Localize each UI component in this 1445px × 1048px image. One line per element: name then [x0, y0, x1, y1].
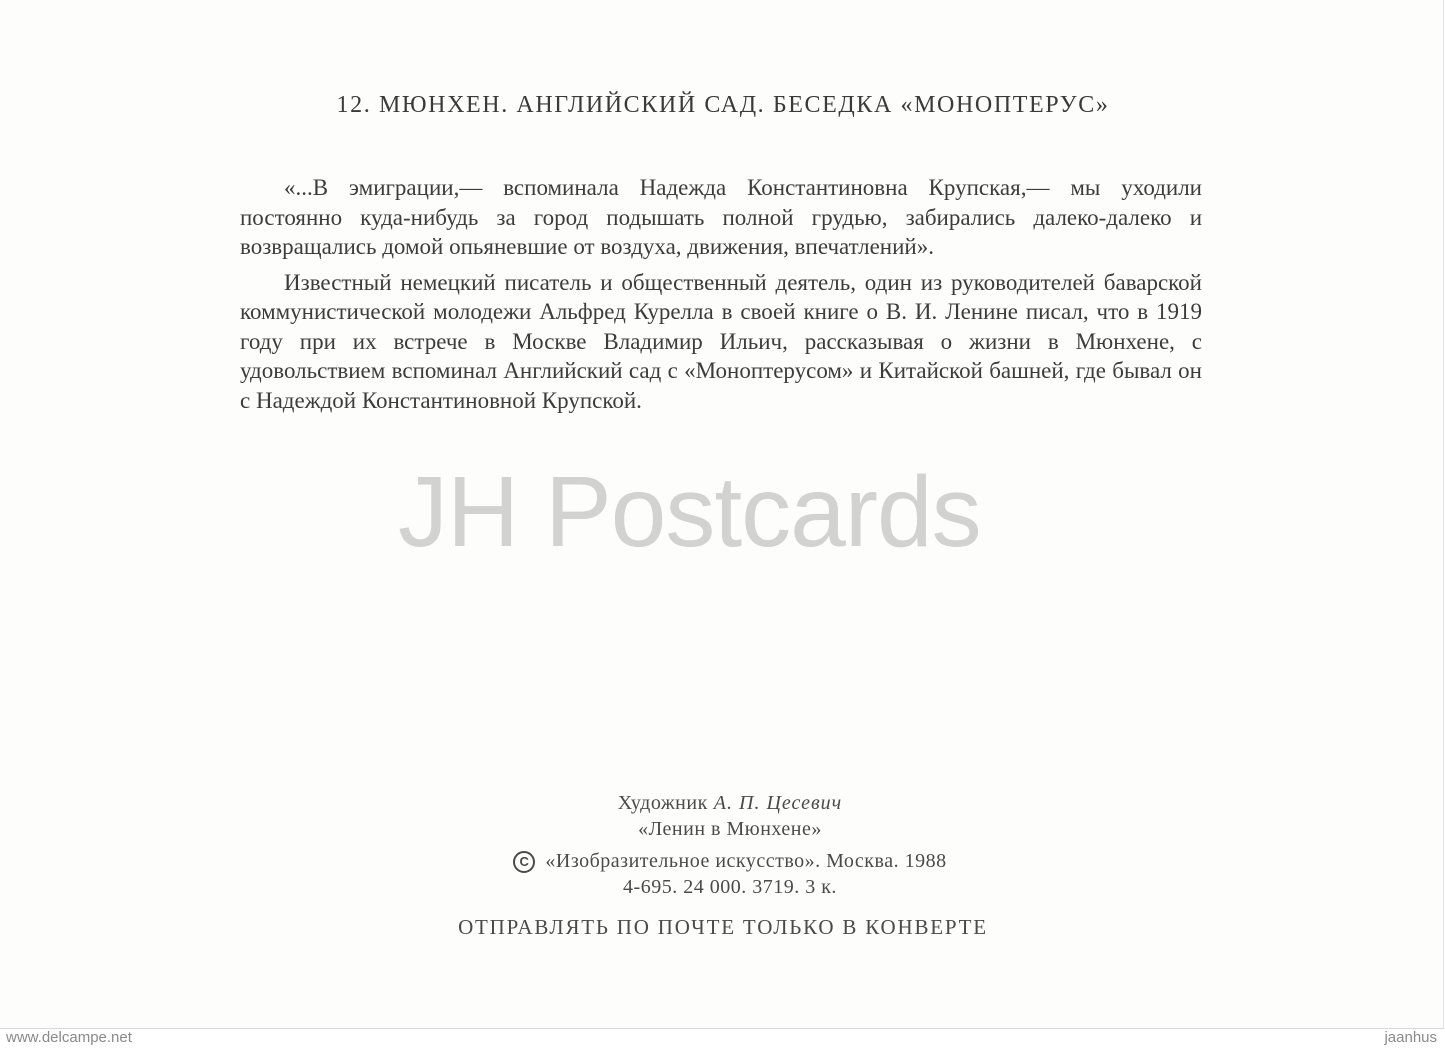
publisher: «Изобразительное искусство». Москва. 1988 — [545, 850, 947, 872]
paragraph-quote: «...В эмиграции,— вспоминала Надежда Константиновна Крупская,— мы уходили постоянно куда-нибудь за город подышать полной грудью, забирались далеко-далеко и возвращались домой опьяневшие от воздуха, движения, впечатлений». — [240, 175, 1202, 259]
footer-site-link[interactable]: www.delcampe.net — [6, 1029, 132, 1046]
watermark: JH Postcards — [398, 456, 981, 568]
postcard-title: 12. МЮНХЕН. АНГЛИЙСКИЙ САД. БЕСЕДКА «МОНОПТЕРУС» — [336, 92, 1110, 118]
publisher-line — [380, 848, 1080, 874]
paragraph-kurella: Известный немецкий писатель и общественный деятель, один из руководителей баварской коммунистической молодежи Альфред Курелла в своей книге о В. И. Ленине писал, что в 1919 году при их встрече в Москве Владимир Ильич, рассказывая о жизни в Мюнхене, с удовольствием вспоминал Английский сад с «Моноптерусом» и Китайской башней, где бывал он с Надеждой Константиновной Крупской. — [240, 269, 1202, 413]
copyright-icon: C — [513, 851, 535, 873]
postal-note: ОТПРАВЛЯТЬ ПО ПОЧТЕ ТОЛЬКО В КОНВЕРТЕ — [458, 915, 988, 939]
description-text — [240, 173, 1202, 421]
footer-seller[interactable]: jaanhus — [1384, 1029, 1437, 1046]
artist-role: Художник — [617, 792, 708, 814]
artist-line — [380, 790, 1080, 816]
print-codes: 4-695. 24 000. 3719. 3 к. — [623, 876, 837, 898]
artist-name: А. П. Цесевич — [713, 792, 843, 814]
imprint — [380, 790, 1080, 900]
series-title: «Ленин в Мюнхене» — [638, 818, 822, 840]
